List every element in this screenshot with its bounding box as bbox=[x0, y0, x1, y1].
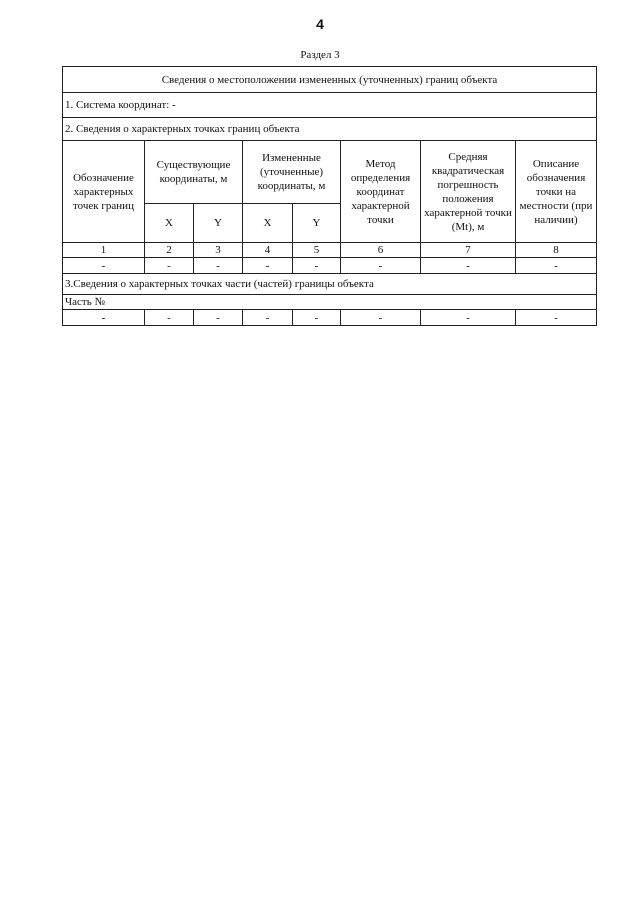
column-number: 3 bbox=[194, 243, 243, 258]
part-heading-row: 3.Сведения о характерных точках части (частей) границы объекта bbox=[63, 274, 597, 295]
table-cell: - bbox=[516, 258, 597, 274]
header-method: Метод определения координат характерной точки bbox=[341, 141, 421, 243]
column-number: 8 bbox=[516, 243, 597, 258]
column-number: 5 bbox=[293, 243, 341, 258]
header-designation: Обозначение характерных точек границ bbox=[63, 141, 145, 243]
table-cell: - bbox=[63, 258, 145, 274]
table-cell: - bbox=[341, 310, 421, 326]
table-title: Сведения о местоположении измененных (уточненных) границ объекта bbox=[63, 67, 597, 93]
table-cell: - bbox=[243, 310, 293, 326]
column-number: 6 bbox=[341, 243, 421, 258]
table-cell: - bbox=[145, 310, 194, 326]
column-number: 4 bbox=[243, 243, 293, 258]
page-number: 4 bbox=[316, 16, 324, 32]
header-error: Средняя квадратическая погрешность положения характерной точки (Mt), м bbox=[421, 141, 516, 243]
table-cell: - bbox=[293, 258, 341, 274]
coordinate-system-row: 1. Система координат: - bbox=[63, 93, 597, 118]
table-cell: - bbox=[421, 258, 516, 274]
header-y-changed: Y bbox=[293, 204, 341, 243]
header-y-existing: Y bbox=[194, 204, 243, 243]
part-number-row: Часть № bbox=[63, 295, 597, 310]
column-number: 2 bbox=[145, 243, 194, 258]
header-x-changed: X bbox=[243, 204, 293, 243]
table-cell: - bbox=[194, 310, 243, 326]
table-cell: - bbox=[293, 310, 341, 326]
table-cell: - bbox=[63, 310, 145, 326]
section-caption: Раздел 3 bbox=[300, 49, 340, 61]
header-x-existing: X bbox=[145, 204, 194, 243]
table-cell: - bbox=[243, 258, 293, 274]
column-number: 7 bbox=[421, 243, 516, 258]
table-row bbox=[63, 258, 597, 274]
table-cell: - bbox=[194, 258, 243, 274]
header-changed-coords: Измененные (уточненные) координаты, м bbox=[243, 141, 341, 204]
header-description: Описание обозначения точки на местности (при наличии) bbox=[516, 141, 597, 243]
table-row bbox=[63, 310, 597, 326]
table-cell: - bbox=[145, 258, 194, 274]
table-cell: - bbox=[341, 258, 421, 274]
boundary-points-table bbox=[62, 66, 597, 326]
table-cell: - bbox=[516, 310, 597, 326]
header-existing-coords: Существующие координаты, м bbox=[145, 141, 243, 204]
table-cell: - bbox=[421, 310, 516, 326]
points-heading-row: 2. Сведения о характерных точках границ объекта bbox=[63, 118, 597, 141]
column-number: 1 bbox=[63, 243, 145, 258]
column-number-row bbox=[63, 243, 597, 258]
